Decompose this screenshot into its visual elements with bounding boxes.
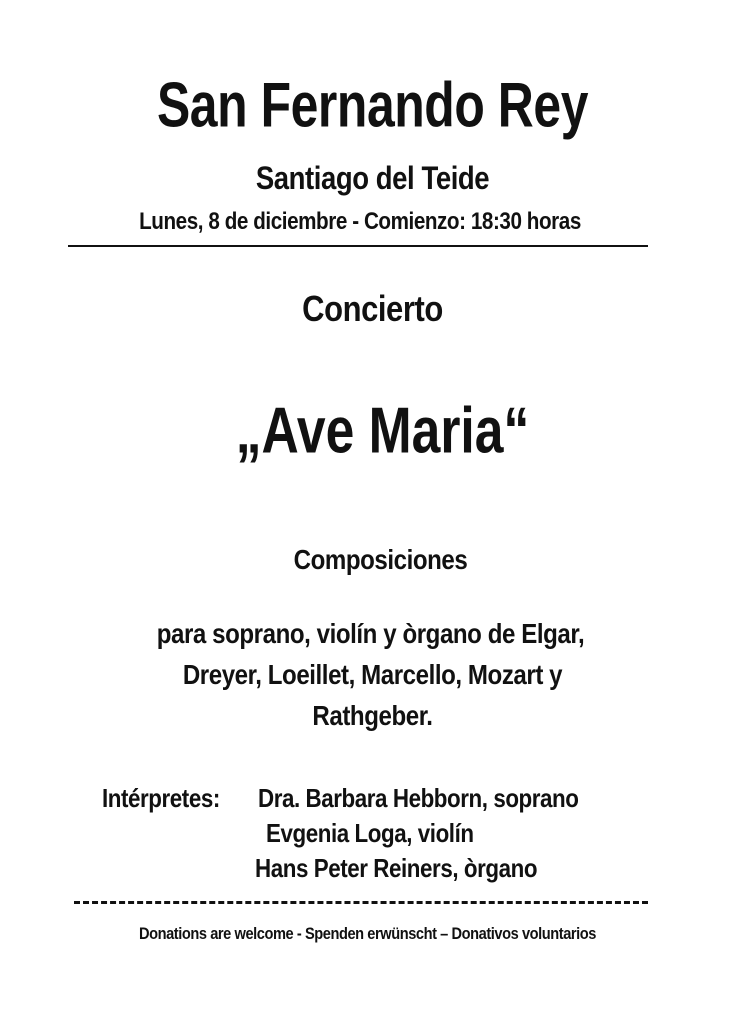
concert-label: Concierto xyxy=(302,288,443,329)
performer-soprano: Dra. Barbara Hebborn, soprano xyxy=(258,783,579,813)
performers-label: Intérpretes: xyxy=(102,783,220,813)
performer-violin: Evgenia Loga, violín xyxy=(266,818,474,848)
compositions-label: Composiciones xyxy=(293,544,468,575)
program-line: Dreyer, Loeillet, Marcello, Mozart y xyxy=(182,659,563,690)
performer-organ: Hans Peter Reiners, òrgano xyxy=(255,853,538,883)
date-time-line: Lunes, 8 de diciembre - Comienzo: 18:30 horas xyxy=(139,208,581,235)
venue-title: San Fernando Rey xyxy=(156,70,589,141)
footer-dashed-divider xyxy=(74,901,648,904)
header-divider xyxy=(68,245,648,247)
program-line: Rathgeber. xyxy=(312,700,433,731)
program-line: para soprano, violín y òrgano de Elgar, xyxy=(156,618,585,649)
work-title: „Ave Maria“ xyxy=(235,394,530,467)
donations-footer: Donations are welcome - Spenden erwünscht – Donativos voluntarios xyxy=(138,924,597,943)
location-subtitle: Santiago del Teide xyxy=(255,160,490,196)
